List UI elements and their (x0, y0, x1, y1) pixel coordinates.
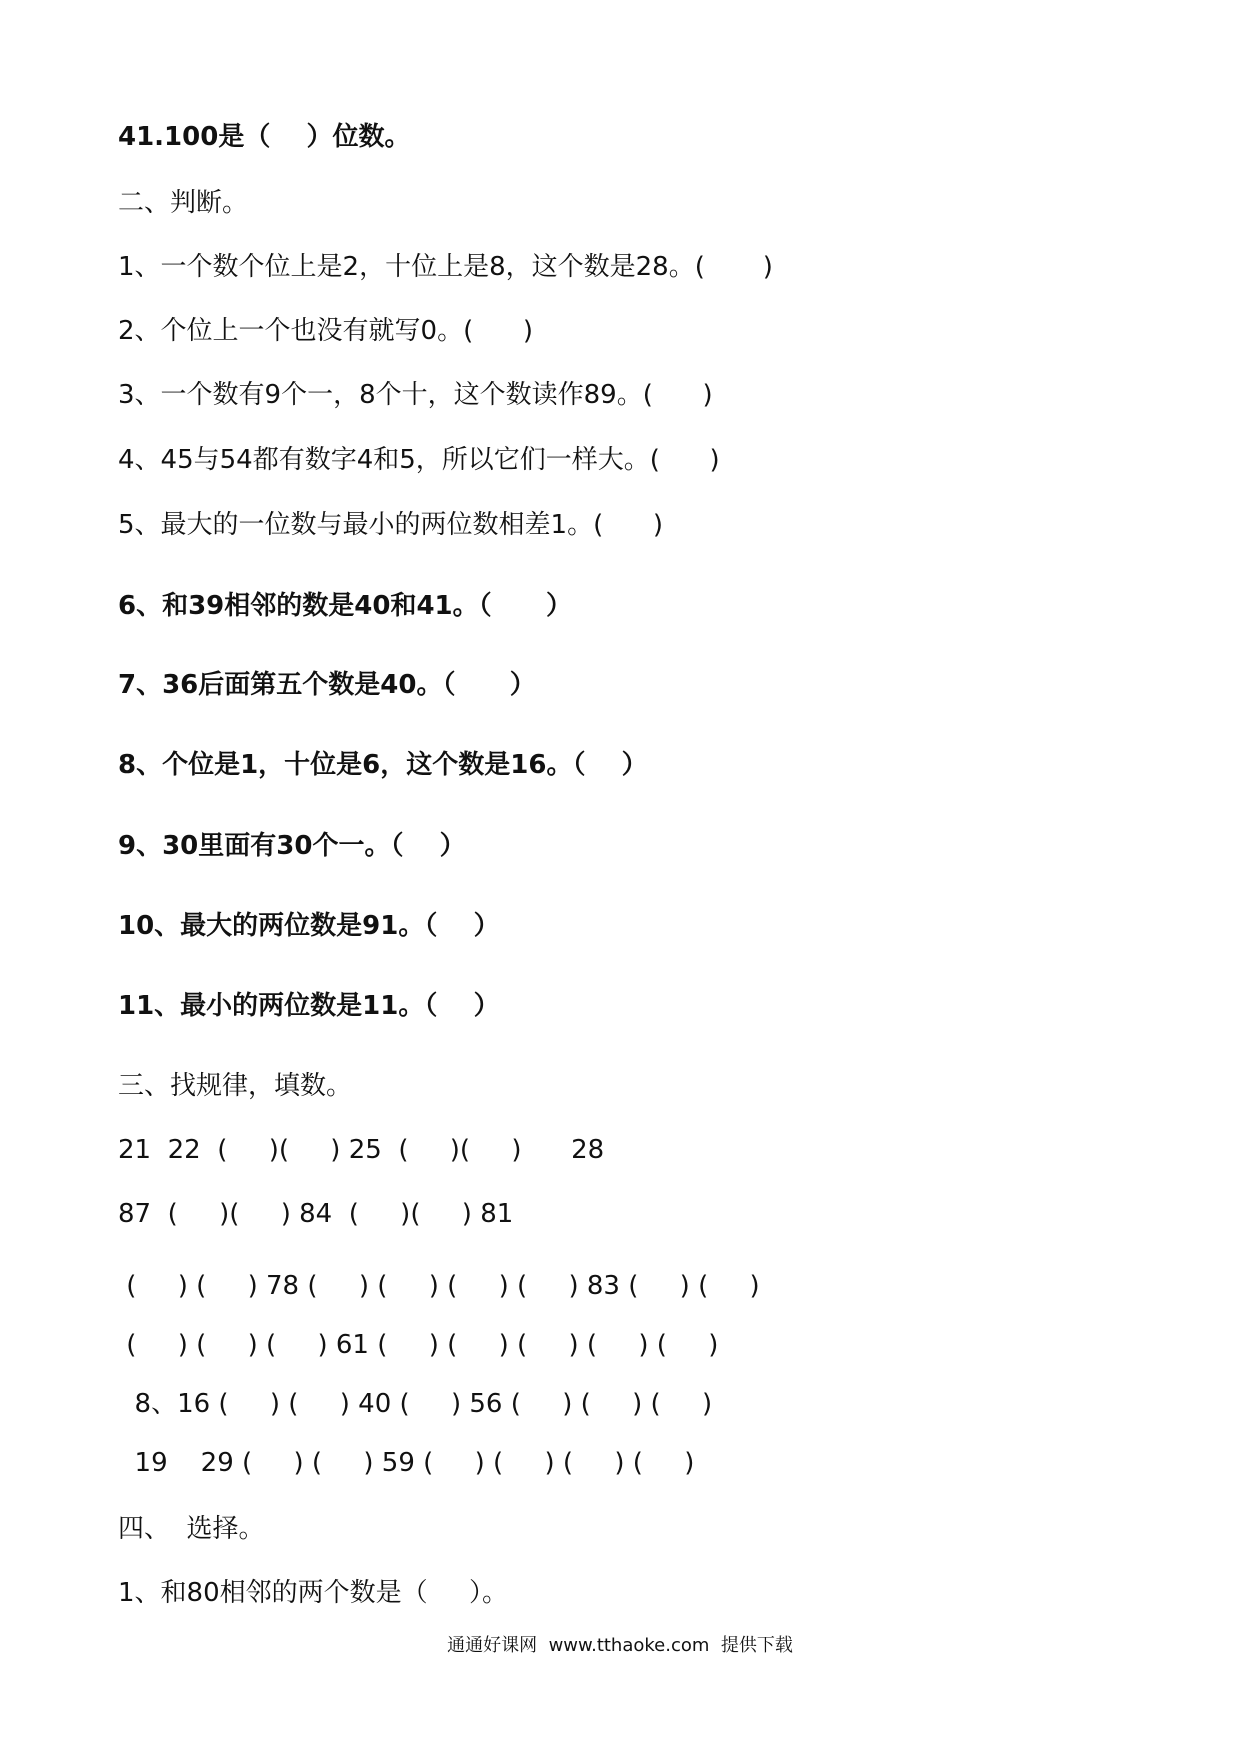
judge-item-5: 5、最大的一位数与最小的两位数相差1。( ) (118, 510, 663, 540)
judge-item-6: 6、和39相邻的数是40和41。（ ） (118, 591, 572, 621)
judge-item-2: 2、个位上一个也没有就写0。( ) (118, 316, 533, 346)
judge-item-7: 7、36后面第五个数是40。（ ） (118, 670, 536, 700)
page-footer: 通通好课网 www.tthaoke.com 提供下载 (447, 1635, 793, 1656)
section-choice-heading: 四、 选择。 (118, 1514, 265, 1544)
choice-item-1: 1、和80相邻的两个数是（ ）。 (118, 1578, 508, 1608)
judge-item-9: 9、30里面有30个一。（ ） (118, 831, 466, 861)
pattern-row-3: ( ) ( ) 78 ( ) ( ) ( ) ( ) 83 ( ) ( ) (118, 1271, 760, 1301)
section-judge-heading: 二、判断。 (118, 188, 249, 218)
judge-item-11: 11、最小的两位数是11。（ ） (118, 991, 500, 1021)
judge-item-10: 10、最大的两位数是91。（ ） (118, 911, 500, 941)
pattern-row-5: 8、16 ( ) ( ) 40 ( ) 56 ( ) ( ) ( ) (118, 1389, 713, 1419)
judge-item-4: 4、45与54都有数字4和5，所以它们一样大。( ) (118, 445, 720, 475)
pattern-row-4: ( ) ( ) ( ) 61 ( ) ( ) ( ) ( ) ( ) (118, 1330, 719, 1360)
section-pattern-heading: 三、找规律，填数。 (118, 1071, 353, 1101)
judge-item-8: 8、个位是1，十位是6，这个数是16。（ ） (118, 750, 648, 780)
pattern-row-1: 21 22 ( )( ) 25 ( )( ) 28 (118, 1135, 605, 1165)
pattern-row-2: 87 ( )( ) 84 ( )( ) 81 (118, 1199, 514, 1229)
pattern-row-6: 19 29 ( ) ( ) 59 ( ) ( ) ( ) ( ) (118, 1448, 695, 1478)
question-41: 41.100是（ ）位数。 (118, 122, 411, 152)
judge-item-1: 1、一个数个位上是2，十位上是8，这个数是28。( ) (118, 252, 773, 282)
judge-item-3: 3、一个数有9个一，8个十，这个数读作89。( ) (118, 380, 713, 410)
